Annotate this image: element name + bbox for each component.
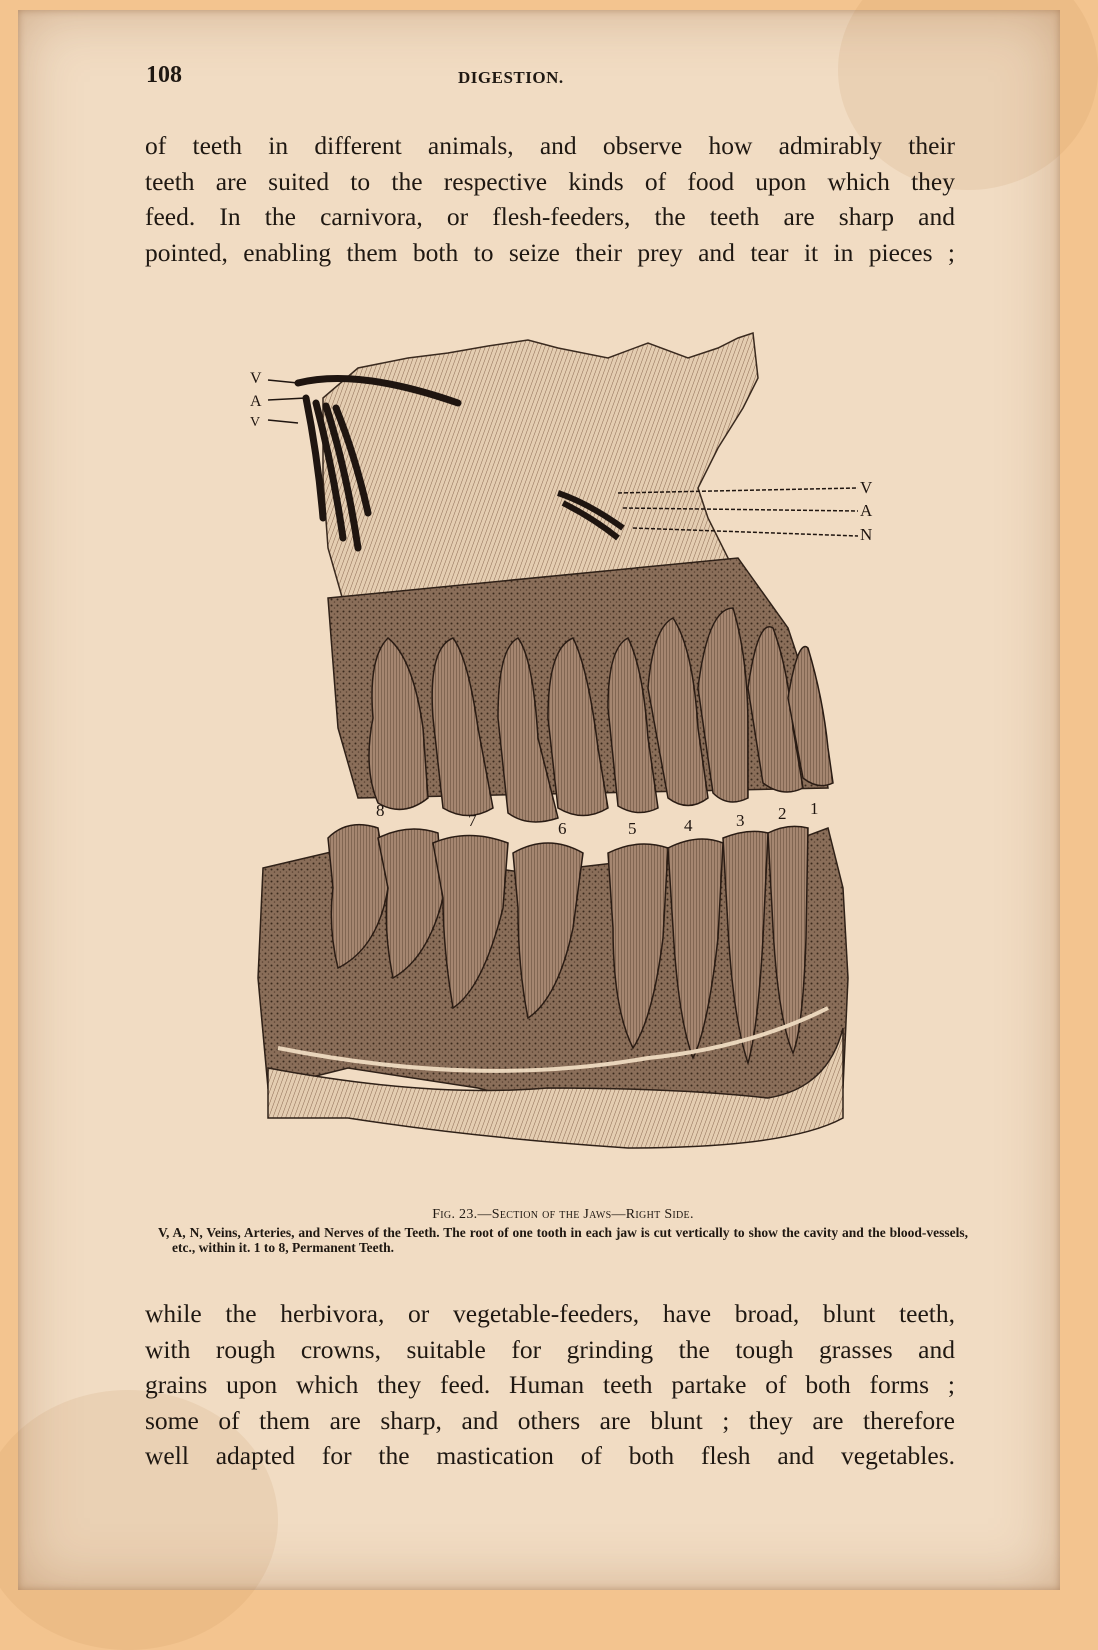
tooth-number: 1	[810, 799, 819, 818]
tooth-number: 5	[628, 819, 637, 838]
running-head: DIGESTION.	[458, 68, 564, 87]
text-line: pointed, enabling them both to seize their prey and tear it in pieces ;	[145, 237, 955, 267]
tooth-number: 6	[558, 819, 567, 838]
text-line: some of them are sharp, and others are blunt ; they are therefore	[145, 1405, 955, 1435]
tooth-number: 4	[684, 816, 693, 835]
paragraph-top	[145, 128, 955, 270]
text-line: teeth are suited to the respective kinds of food upon which they	[145, 166, 955, 196]
label-a-right: A	[860, 501, 873, 520]
page-header	[18, 62, 1060, 92]
text-line: of teeth in different animals, and observe how admirably their	[145, 131, 955, 160]
label-n-right: N	[860, 525, 873, 544]
page-number: 108	[146, 62, 182, 88]
book-page	[18, 10, 1060, 1590]
text-line: with rough crowns, suitable for grinding the tough grasses and	[145, 1334, 955, 1364]
label-v-left-bottom: V	[250, 415, 261, 430]
jaw-section-illustration	[228, 328, 873, 1178]
tooth-number: 3	[736, 811, 745, 830]
caption-title: Fig. 23.—Section of the Jaws—Right Side.	[432, 1207, 694, 1222]
label-a-left: A	[250, 393, 262, 410]
label-v-right: V	[860, 478, 873, 497]
text-line: while the herbivora, or vegetable-feeders, have broad, blunt teeth,	[145, 1299, 955, 1328]
label-v-left-top: V	[250, 370, 262, 387]
tooth-number: 2	[778, 804, 787, 823]
label-lines-left	[268, 380, 306, 423]
figure-caption	[138, 1207, 968, 1255]
tooth-number: 7	[468, 811, 477, 830]
text-line: well adapted for the mastication of both flesh and vegetables.	[145, 1441, 955, 1470]
text-line: feed. In the carnivora, or flesh-feeders, the teeth are sharp and	[145, 202, 955, 231]
caption-body: V, A, N, Veins, Arteries, and Nerves of the Teeth. The root of one tooth in each jaw is cut vertically to show the cavity and the blood-vessels, etc., within it. 1 to 8, Permanent Teeth.	[158, 1225, 968, 1255]
tooth-number: 8	[376, 801, 385, 820]
text-line: grains upon which they feed. Human teeth partake of both forms ;	[145, 1370, 955, 1399]
paragraph-bottom	[145, 1296, 955, 1474]
